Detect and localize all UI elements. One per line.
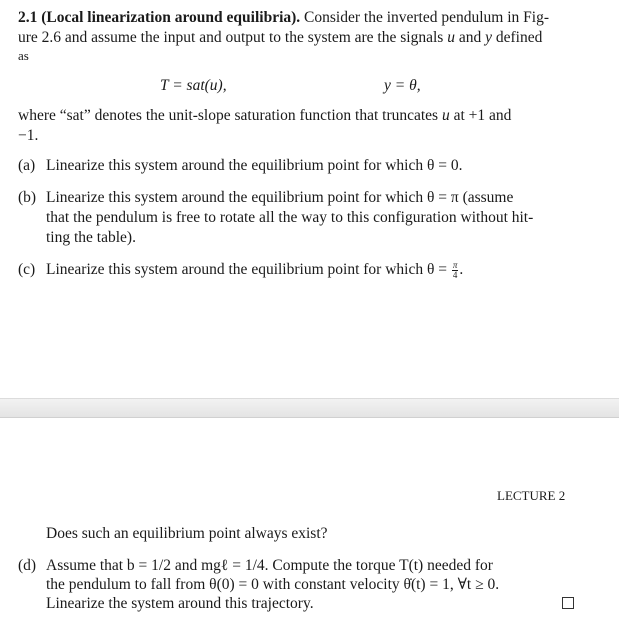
where-line2: −1. [18, 127, 39, 144]
part-b-label: (b) [18, 189, 37, 206]
problem-title: (Local linearization around equilibria). [41, 9, 301, 26]
part-c-text: Linearize this system around the equilibrium point for which θ = $\frac{\pi}{4}$ . [46, 259, 464, 280]
part-b-line2: that the pendulum is free to rotate all the way to this configuration without hit- [46, 209, 534, 226]
part-d-line2: the pendulum to fall from θ(0) = 0 with constant velocity θ̇(t) = 1, ∀t ≥ 0. [46, 576, 500, 593]
part-d-label: (d) [18, 557, 37, 574]
end-of-problem-square-icon [562, 597, 574, 609]
exist-question: Does such an equilibrium point always exist? [46, 525, 328, 542]
pi-over-four-fraction: $\frac{\pi}{4}$ [452, 259, 458, 280]
page-break-divider [0, 398, 619, 418]
where-line1: where “sat” denotes the unit-slope saturation function that truncates u at +1 and [18, 107, 512, 124]
running-header: LECTURE 2 [497, 488, 566, 503]
part-b-line1: Linearize this system around the equilibrium point for which θ = π (assume [46, 189, 514, 206]
equation-torque: T = sat(u), [160, 77, 227, 94]
equation-output: y = θ, [384, 77, 421, 94]
problem-intro-line3: as [18, 48, 29, 63]
problem-intro-text: Consider the inverted pendulum in Fig- [304, 9, 549, 26]
part-a-text: Linearize this system around the equilibrium point for which θ = 0. [46, 157, 463, 174]
problem-number: 2.1 [18, 9, 38, 26]
part-d-line1: Assume that b = 1/2 and mgℓ = 1/4. Compute the torque T(t) needed for [46, 557, 493, 574]
part-c-label: (c) [18, 261, 36, 278]
problem-intro-line2: ure 2.6 and assume the input and output to the system are the signals u and y defined [18, 29, 543, 46]
part-a-label: (a) [18, 157, 36, 174]
problem-intro-line1 [18, 8, 549, 28]
part-d-line3: Linearize the system around this trajectory. [46, 595, 314, 612]
part-b-line3: ting the table). [46, 229, 136, 246]
